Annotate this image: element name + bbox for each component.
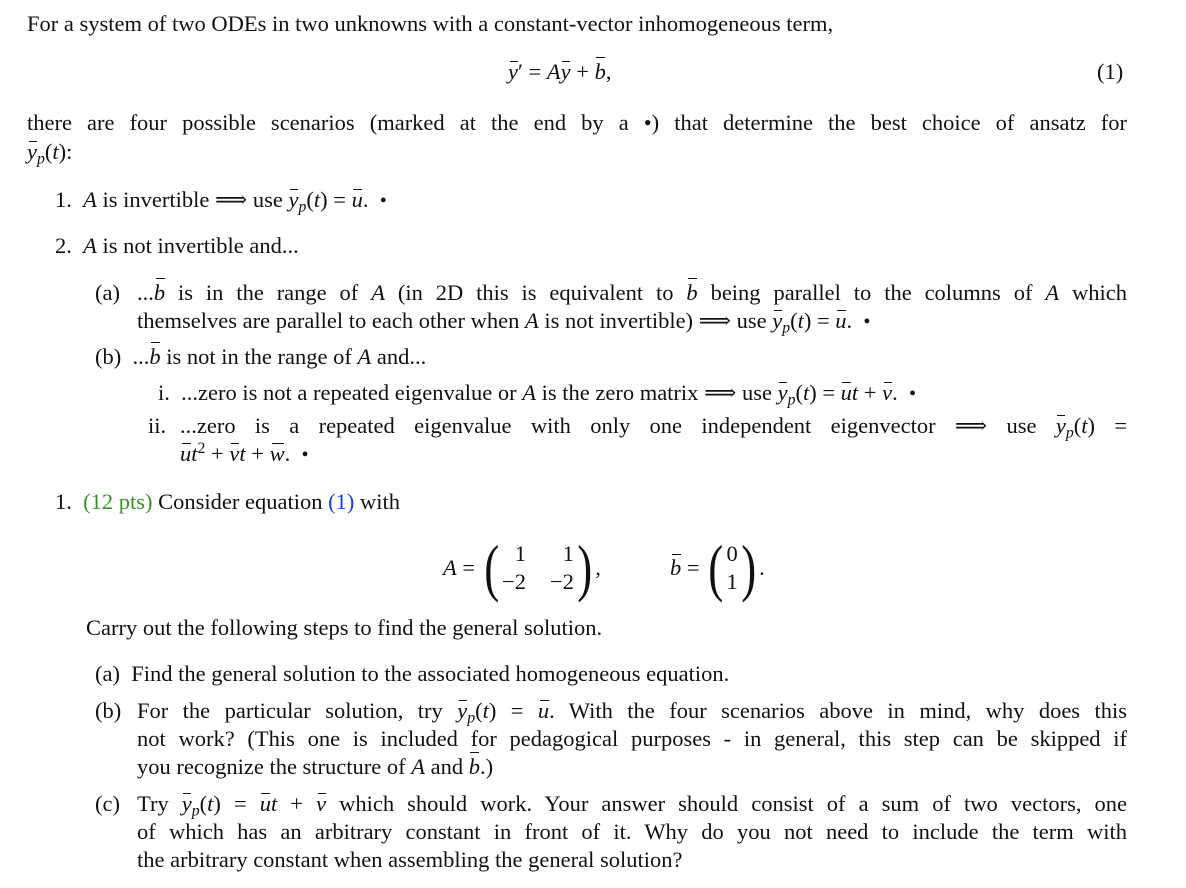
part-c-line-2: of which has an arbitrary constant in front of it. Why do you not need to include the term with xyxy=(137,819,1127,844)
implies-arrow-icon: ⟹ xyxy=(214,187,248,212)
matrix-A-entries: 1 1 −2 −2 xyxy=(502,541,574,594)
problem-1-header: 1. (12 pts) Consider equation (1) with xyxy=(55,489,400,514)
equation-ref-link[interactable]: (1) xyxy=(328,489,355,514)
scenario-2a-line-2: themselves are parallel to each other when A is not invertible) ⟹ use $y_p(t) = u$. • xyxy=(137,308,871,337)
implies-arrow-icon: ⟹ xyxy=(698,308,731,333)
bullet-icon: • xyxy=(379,190,387,212)
part-c-label: (c) xyxy=(95,791,120,816)
equation-number: (1) xyxy=(1097,59,1124,84)
part-b-line-1: For the particular solution, try $y_p(t) = u$. With the four scenarios above in mind, why does this xyxy=(137,698,1127,727)
implies-arrow-icon: ⟹ xyxy=(704,380,737,405)
scenario-2a-label: (a) xyxy=(95,280,120,305)
scenario-2a-line-1: ...b is in the range of A (in 2D this is equivalent to b being parallel to the columns of A which xyxy=(137,280,1127,305)
equation-1: y′ = Ay + b, xyxy=(508,59,612,84)
part-b-line-3: you recognize the structure of A and b.) xyxy=(137,754,494,779)
scenario-2: 2. A is not invertible and... xyxy=(55,233,299,258)
part-b-line-2: not work? (This one is included for pedagogical purposes - in general, this step can be skipped if xyxy=(137,726,1127,751)
scenario-2b-ii-line-1: ...zero is a repeated eigenvalue with only one independent eigenvector ⟹ use $y_p(t)$ = xyxy=(180,413,1128,442)
scenario-2b-ii-line-2: $ut^2$ + vt + w. • xyxy=(180,440,309,466)
vector-b: b = ( 0 1 ) . xyxy=(670,532,765,603)
bullet-icon: • xyxy=(909,383,917,405)
points-badge: (12 pts) xyxy=(83,489,153,514)
instruction: Carry out the following steps to find the general solution. xyxy=(86,615,603,640)
scenario-2b-ii-label: ii. xyxy=(148,413,167,438)
implies-arrow-icon: ⟹ xyxy=(954,413,988,438)
part-b-label: (b) xyxy=(95,698,122,723)
scenario-1: 1. A is invertible ⟹ use $y_p(t) = u$. • xyxy=(55,187,387,216)
vector-b-entries: 0 1 xyxy=(726,541,738,594)
intro-line-1: For a system of two ODEs in two unknowns with a constant-vector inhomogeneous term, xyxy=(27,11,834,36)
scenario-2b: (b) ...b is not in the range of A and... xyxy=(95,344,427,369)
bullet-icon: • xyxy=(301,444,309,466)
scenario-2b-i: i. ...zero is not a repeated eigenvalue or A is the zero matrix ⟹ use $y_p(t)$ = ut + v. • xyxy=(158,380,917,409)
intro-line-2: there are four possible scenarios (marked at the end by a •) that determine the best choice of ansatz for xyxy=(27,110,1127,135)
part-c-line-1: Try $y_p(t)$ = ut + v which should work. Your answer should consist of a sum of two vectors, one xyxy=(137,791,1127,820)
bullet-icon: • xyxy=(863,311,871,333)
part-c-line-3: the arbitrary constant when assembling the general solution? xyxy=(137,847,683,872)
part-a: (a) Find the general solution to the associated homogeneous equation. xyxy=(95,661,730,686)
matrix-A: A = ( 1 1 −2 −2 ) , xyxy=(443,532,601,603)
intro-line-3: $y_p(t)$: xyxy=(27,139,73,168)
